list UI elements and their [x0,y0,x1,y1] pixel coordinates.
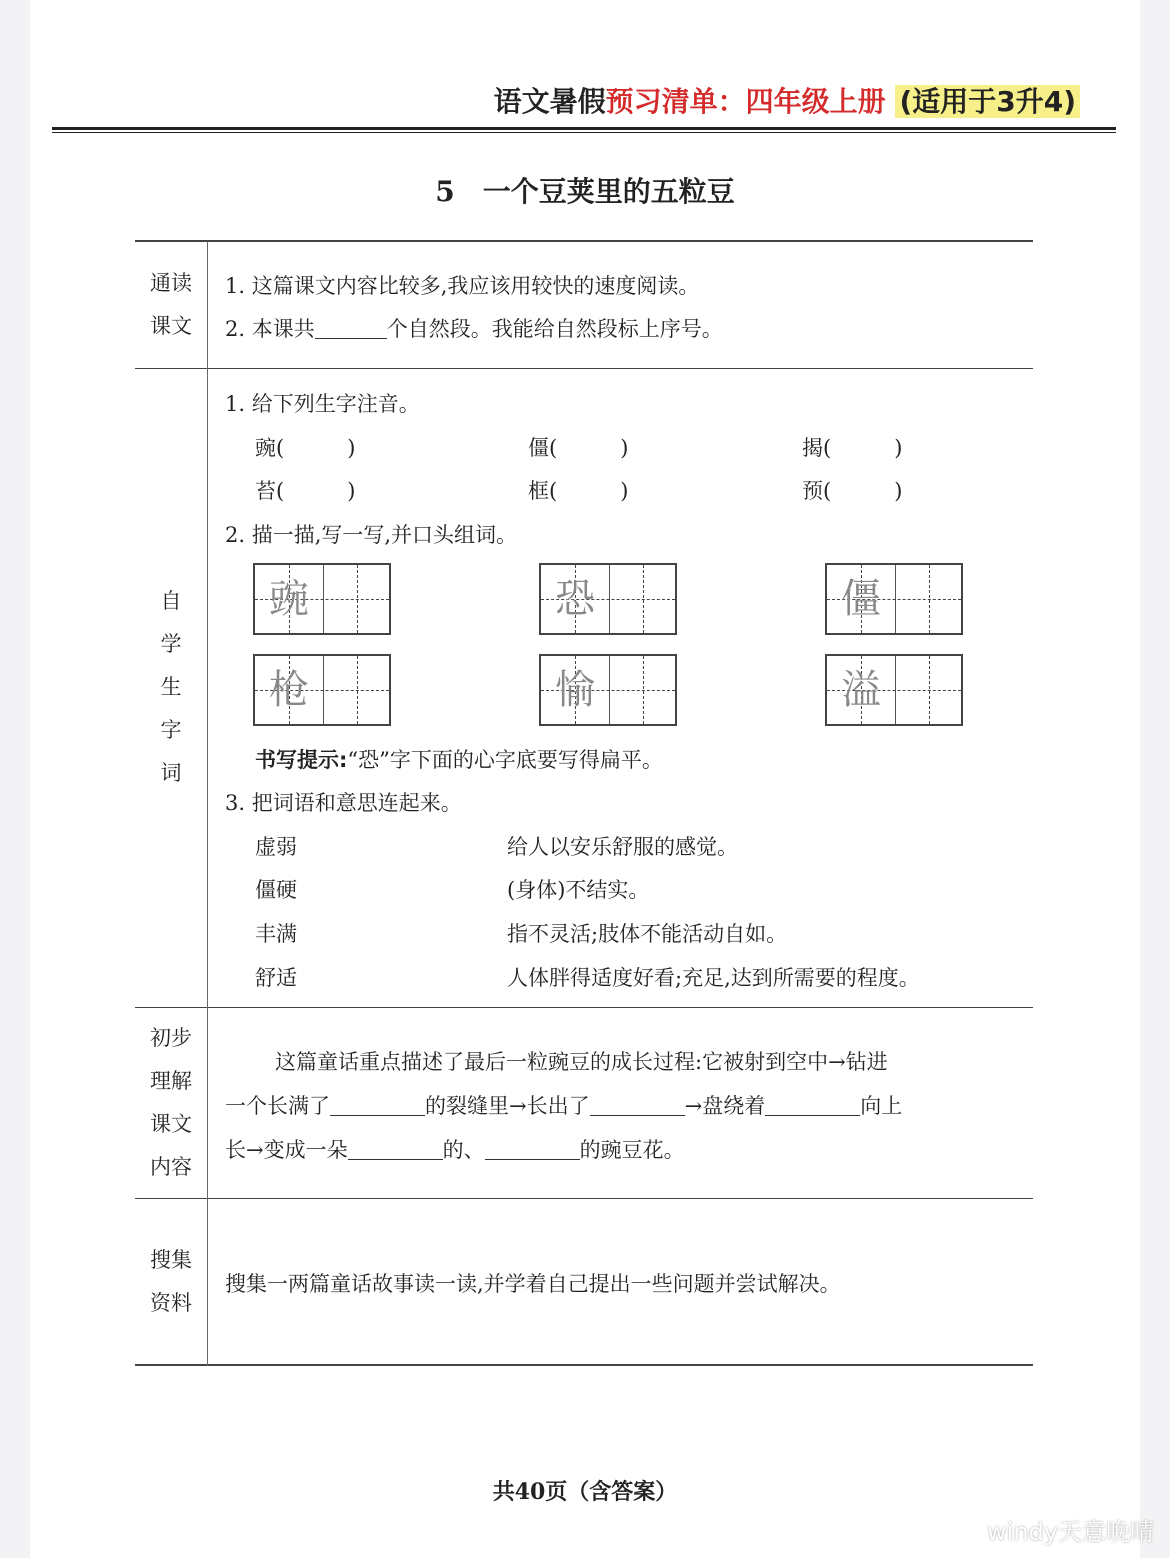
writing-tip: 书写提示:“恐”字下面的心字底要写得扁平。 [255,748,663,772]
header-part1: 语文暑假 [493,85,606,118]
section-label-self-study: 自 学 生 字 词 [160,589,182,785]
pinyin-item[interactable]: 揭( ) [802,436,903,460]
column-divider [207,241,208,1366]
read-line-1: 1. 这篇课文内容比较多,我应该用较快的速度阅读。 [225,274,700,298]
pinyin-item[interactable]: 预( ) [802,479,903,503]
blank[interactable] [485,1138,580,1160]
pinyin-item[interactable]: 豌( ) [255,436,356,460]
divider [135,240,1033,242]
match-meaning[interactable]: 指不灵活;肢体不能活动自如。 [507,922,788,946]
header-rule [52,127,1116,130]
match-word[interactable]: 僵硬 [255,878,297,902]
writing-grid[interactable]: 僵 [825,563,963,635]
match-meaning[interactable]: (身体)不结实。 [507,878,650,902]
section-label-collect: 搜集 资料 [150,1248,192,1315]
worksheet-page [30,0,1154,1558]
q3: 3. 把词语和意思连起来。 [225,791,462,815]
summary-line-3: 长→变成一朵 的、 的豌豆花。 [225,1138,685,1162]
match-meaning[interactable]: 给人以安乐舒服的感觉。 [507,835,738,859]
blank[interactable] [765,1094,860,1116]
writing-grid[interactable]: 愉 [539,654,677,726]
match-word[interactable]: 虚弱 [255,835,297,859]
writing-grid[interactable]: 溢 [825,654,963,726]
watermark: windy天意晚晴 [987,1518,1154,1546]
writing-grid[interactable]: 恐 [539,563,677,635]
pinyin-item[interactable]: 框( ) [528,479,629,503]
header-title [494,80,1080,120]
divider [135,1198,1033,1199]
footer: 共40页（含答案） [492,1479,678,1505]
divider [135,1364,1033,1366]
match-word[interactable]: 舒适 [255,966,297,990]
divider [135,368,1033,369]
writing-grid[interactable]: 枪 [253,654,391,726]
blank[interactable] [590,1094,685,1116]
match-meaning[interactable]: 人体胖得适度好看;充足,达到所需要的程度。 [507,966,920,990]
divider [135,1007,1033,1008]
read-line-2: 2. 本课共 个自然段。我能给自然段标上序号。 [225,317,723,341]
pinyin-item[interactable]: 苔( ) [255,479,356,503]
header-rule-thin [52,132,1116,133]
section-label-read: 通读 课文 [150,271,192,338]
summary-line-2: 一个长满了 的裂缝里→长出了 →盘绕着 向上 [225,1094,903,1118]
blank[interactable] [330,1094,425,1116]
blank[interactable] [348,1138,443,1160]
header-part2: 预习清单：四年级上册 [605,85,886,118]
writing-grid[interactable]: 豌 [253,563,391,635]
blank[interactable] [315,317,387,339]
match-word[interactable]: 丰满 [255,922,297,946]
q1: 1. 给下列生字注音。 [225,392,420,416]
lesson-title: 5 一个豆荚里的五粒豆 [435,175,735,208]
collect-text: 搜集一两篇童话故事读一读,并学着自己提出一些问题并尝试解决。 [225,1272,841,1296]
pinyin-item[interactable]: 僵( ) [528,436,629,460]
q2: 2. 描一描,写一写,并口头组词。 [225,523,518,547]
header-part3: (适用于3升4) [895,85,1080,118]
section-label-understand: 初步 理解 课文 内容 [150,1026,192,1179]
summary-line-1: 这篇童话重点描述了最后一粒豌豆的成长过程:它被射到空中→钻进 [275,1050,888,1074]
